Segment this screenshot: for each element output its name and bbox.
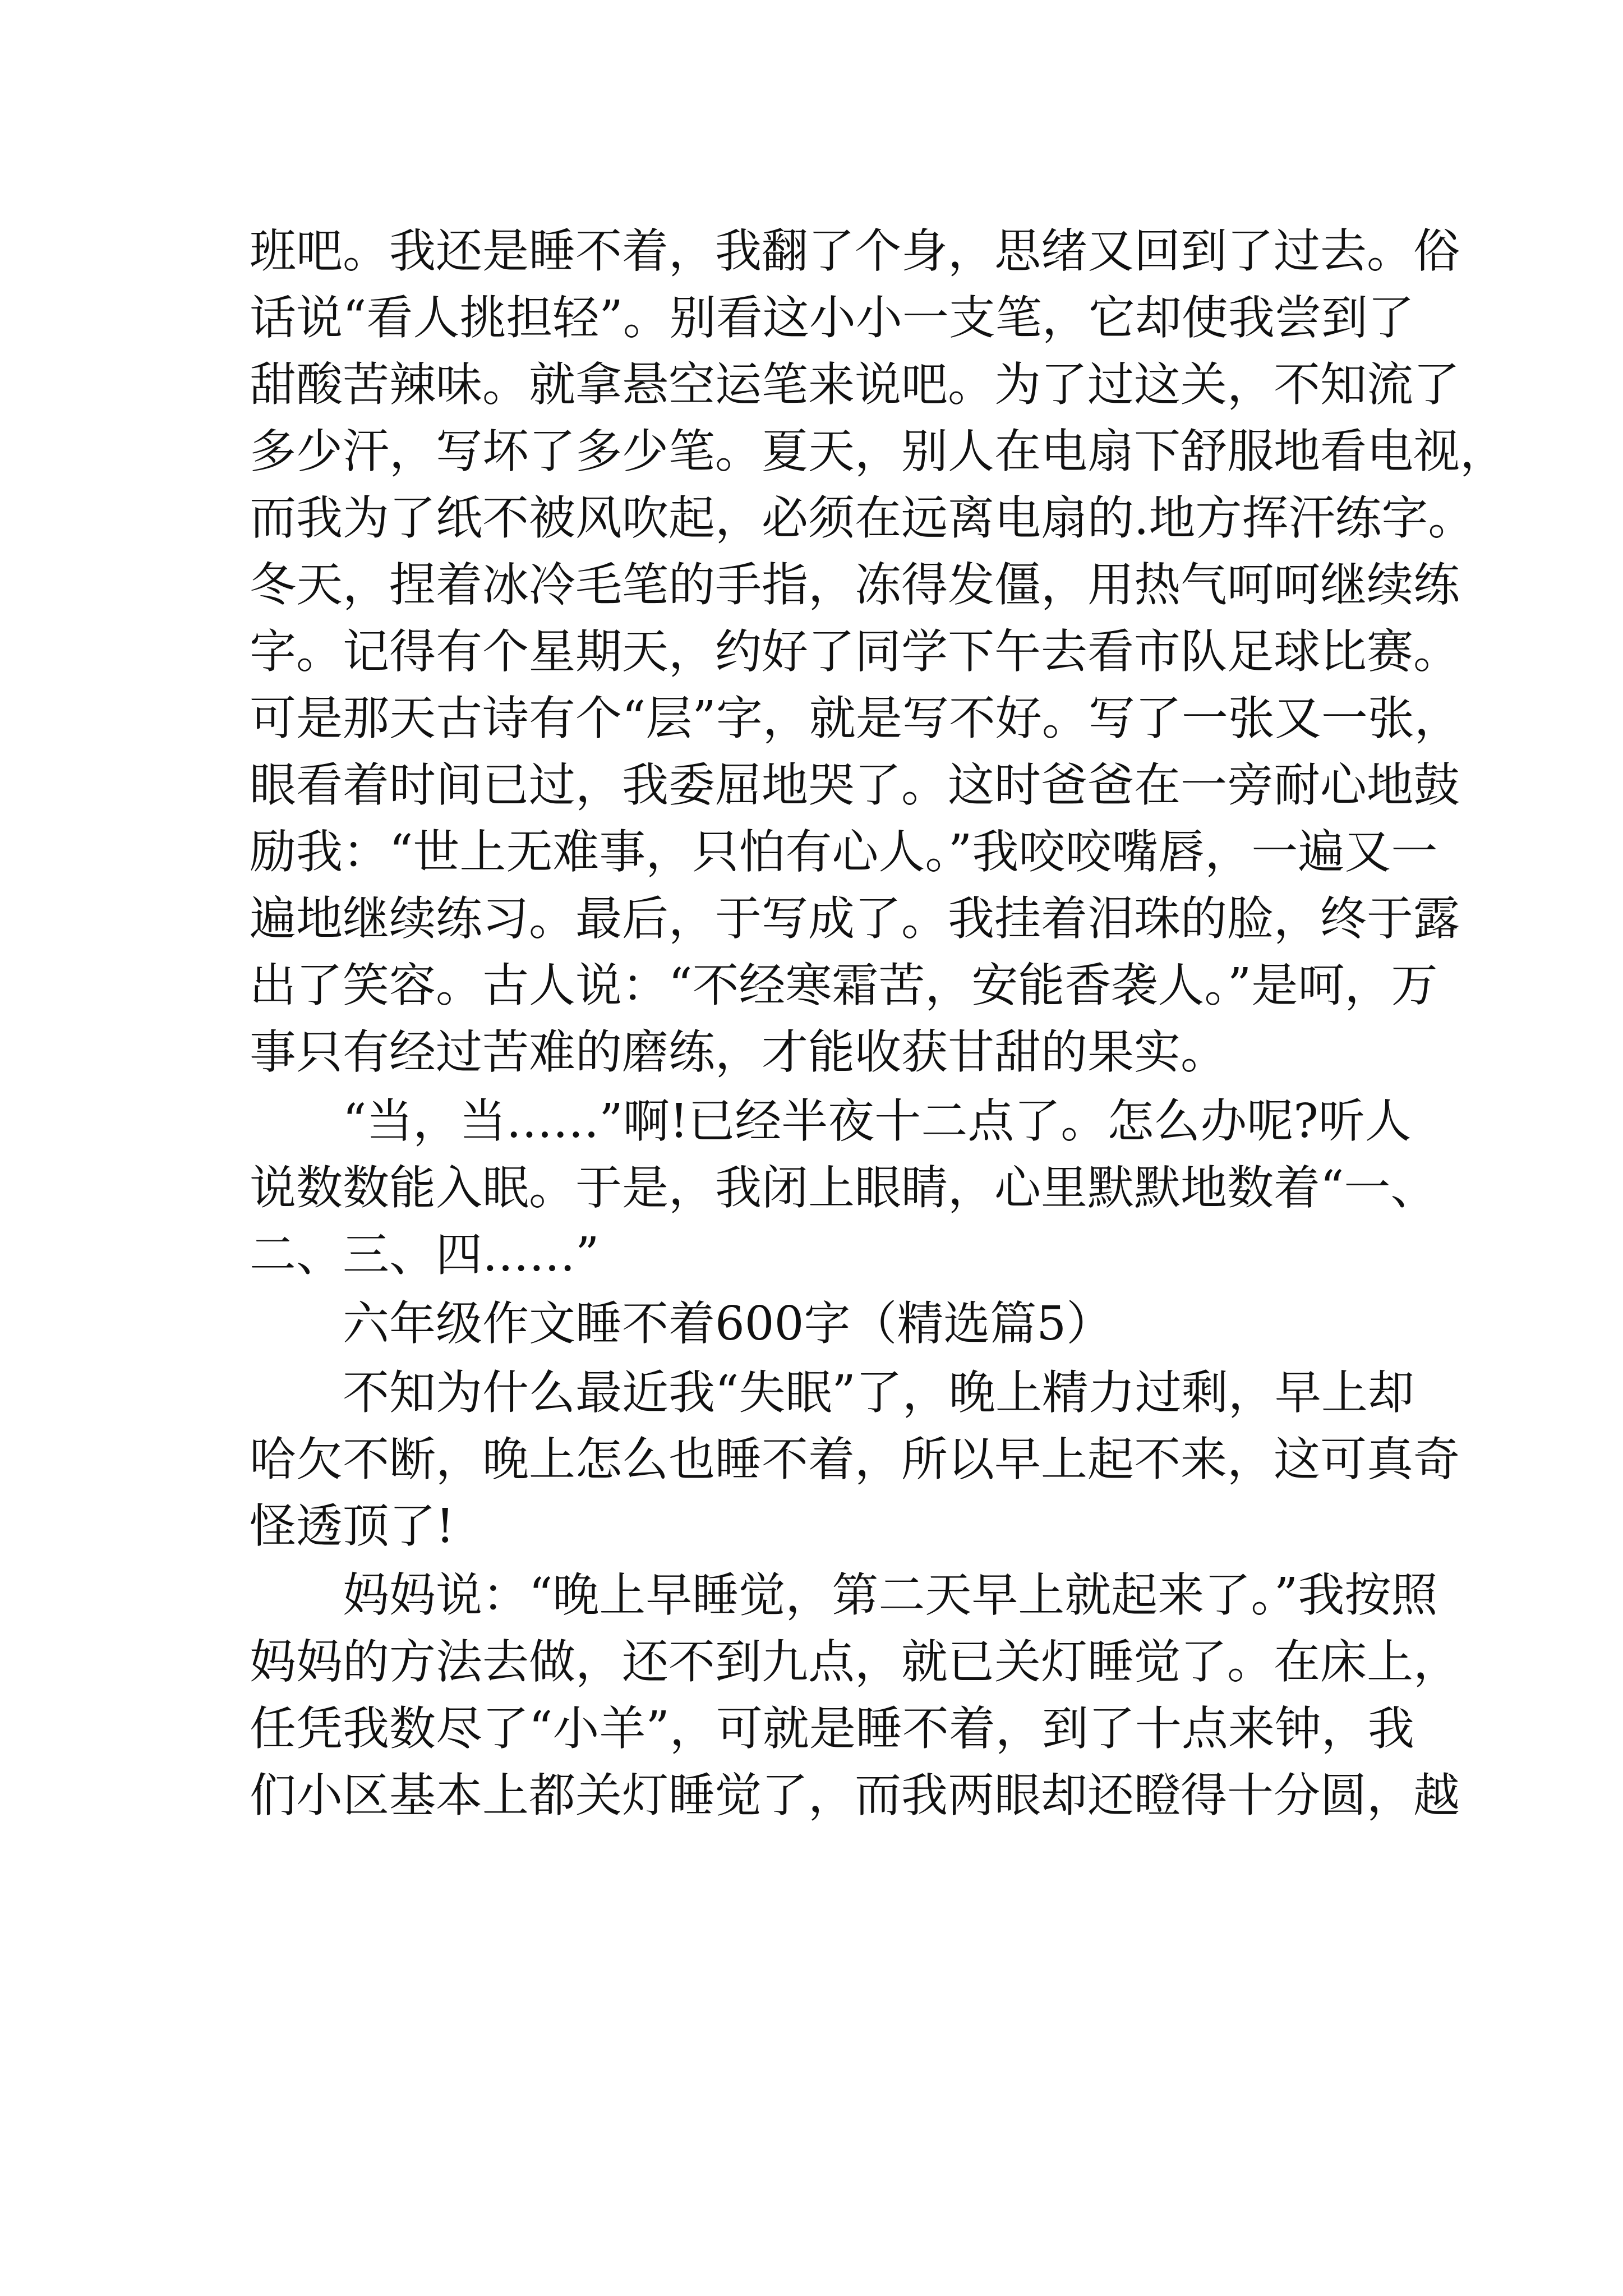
text-line: 不知为什么最近我“失眠”了，晚上精力过剩，早上却: [343, 1365, 1414, 1420]
text-line: 哈欠不断，晚上怎么也睡不着，所以早上起不来，这可真奇: [250, 1432, 1460, 1487]
body-text: [250, 218, 1506, 1829]
text-line: 多少汗，写坏了多少笔。夏天，别人在电扇下舒服地看电视，: [250, 424, 1506, 478]
text-line: “当，当……”啊!已经半夜十二点了。怎么办呢?听人: [343, 1094, 1412, 1148]
text-line: 而我为了纸不被风吹起，必须在远离电扇的.地方挥汗练字。: [250, 491, 1475, 545]
text-line: 可是那天古诗有个“层”字，就是写不好。写了一张又一张，: [250, 691, 1461, 746]
text-line: 班吧。我还是睡不着，我翻了个身，思绪又回到了过去。俗: [250, 224, 1460, 278]
text-line: 说数数能入眠。于是，我闭上眼睛，心里默默地数着“一、: [250, 1161, 1437, 1215]
text-line: 冬天，捏着冰冷毛笔的手指，冻得发僵，用热气呵呵继续练: [250, 558, 1460, 612]
text-line: 妈妈说：“晚上早睡觉，第二天早上就起来了。”我按照: [343, 1568, 1438, 1622]
text-line: 字。记得有个星期天，约好了同学下午去看市队足球比赛。: [250, 624, 1460, 679]
text-line: 妈妈的方法去做，还不到九点，就已关灯睡觉了。在床上，: [250, 1635, 1460, 1689]
text-line: 遍地继续练习。最后，于写成了。我挂着泪珠的脸，终于露: [250, 891, 1460, 946]
text-line: 二、三、四……”: [250, 1227, 600, 1282]
text-line: 眼看着时间已过，我委屈地哭了。这时爸爸在一旁耐心地鼓: [250, 758, 1460, 812]
text-line: 们小区基本上都关灯睡觉了，而我两眼却还瞪得十分圆，越: [250, 1768, 1460, 1823]
text-line: 怪透顶了!: [250, 1499, 455, 1553]
text-line: 出了笑容。古人说：“不经寒霜苦，安能香袭人。”是呵，万: [250, 958, 1438, 1013]
text-line: 甜酸苦辣味。就拿悬空运笔来说吧。为了过这关，不知流了: [250, 357, 1460, 412]
text-line: 事只有经过苦难的磨练，才能收获甘甜的果实。: [250, 1025, 1227, 1079]
text-line: 任凭我数尽了“小羊”，可就是睡不着，到了十点来钟，我: [250, 1701, 1414, 1756]
text-line: 励我：“世上无难事，只怕有心人。”我咬咬嘴唇，一遍又一: [250, 825, 1438, 879]
text-line: 话说“看人挑担轻”。别看这小小一支笔，它却使我尝到了: [250, 291, 1414, 345]
section-heading: 六年级作文睡不着600字（精选篇5）: [343, 1296, 1113, 1351]
